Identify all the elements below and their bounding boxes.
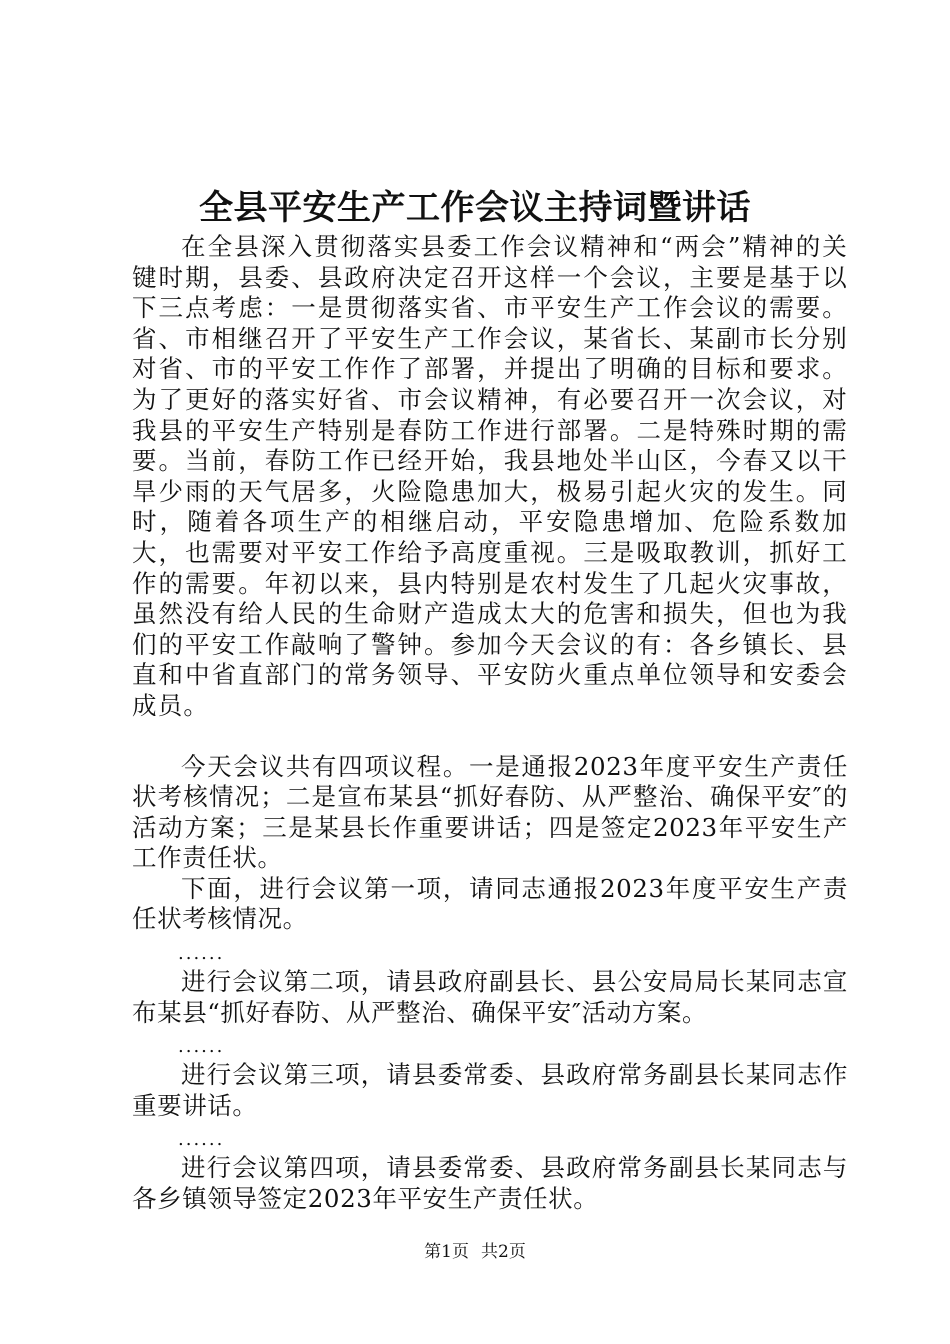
ellipsis-mark: ...... xyxy=(178,943,225,965)
page-total: 共2页 xyxy=(481,1242,526,1262)
document-body xyxy=(132,232,848,1215)
item-three-paragraph: 进行会议第三项，请县委常委、县政府常务副县长某同志作重要讲话。 xyxy=(132,1060,848,1120)
document-title: 全县平安生产工作会议主持词暨讲话 xyxy=(199,188,751,228)
intro-paragraph: 在全县深入贯彻落实县委工作会议精神和“两会”精神的关键时期，县委、县政府决定召开这样一个会议，主要是基于以下三点考虑：一是贯彻落实省、市平安生产工作会议的需要。省、市相继召开了平安生产工作会议，某省长、某副市长分别对省、市的平安工作作了部署，并提出了明确的目标和要求。为了更好的落实好省、市会议精神，有必要召开一次会议，对我县的平安生产特别是春防工作进行部署。二是特殊时期的需要。当前，春防工作已经开始，我县地处半山区，今春又以干旱少雨的天气居多，火险隐患加大，极易引起火灾的发生。同时，随着各项生产的相继启动，平安隐患增加、危险系数加大，也需要对平安工作给予高度重视。三是吸取教训，抓好工作的需要。年初以来，县内特别是农村发生了几起火灾事故，虽然没有给人民的生命财产造成太大的危害和损失，但也为我们的平安工作敲响了警钟。参加今天会议的有：各乡镇长、县直和中省直部门的常务领导、平安防火重点单位领导和安委会成员。 xyxy=(132,232,848,720)
item-four-paragraph: 进行会议第四项，请县委常委、县政府常务副县长某同志与各乡镇领导签定2023年平安生产责任状。 xyxy=(132,1153,848,1214)
agenda-paragraph: 今天会议共有四项议程。一是通报2023年度平安生产责任状考核情况；二是宣布某县“抓好春防、从严整治、确保平安″的活动方案；三是某县长作重要讲话；四是签定2023年平安生产工作责任状。 xyxy=(132,751,848,873)
ellipsis-mark: ...... xyxy=(178,1129,225,1151)
page-number: 第1页 xyxy=(424,1242,469,1262)
item-two-paragraph: 进行会议第二项，请县政府副县长、县公安局局长某同志宣布某县“抓好春防、从严整治、确保平安″活动方案。 xyxy=(132,967,848,1027)
paragraph-gap xyxy=(132,722,848,752)
page-footer xyxy=(0,1240,950,1264)
ellipsis-mark: ...... xyxy=(178,1036,225,1058)
item-one-paragraph: 下面，进行会议第一项，请同志通报2023年度平安生产责任状考核情况。 xyxy=(132,873,848,934)
